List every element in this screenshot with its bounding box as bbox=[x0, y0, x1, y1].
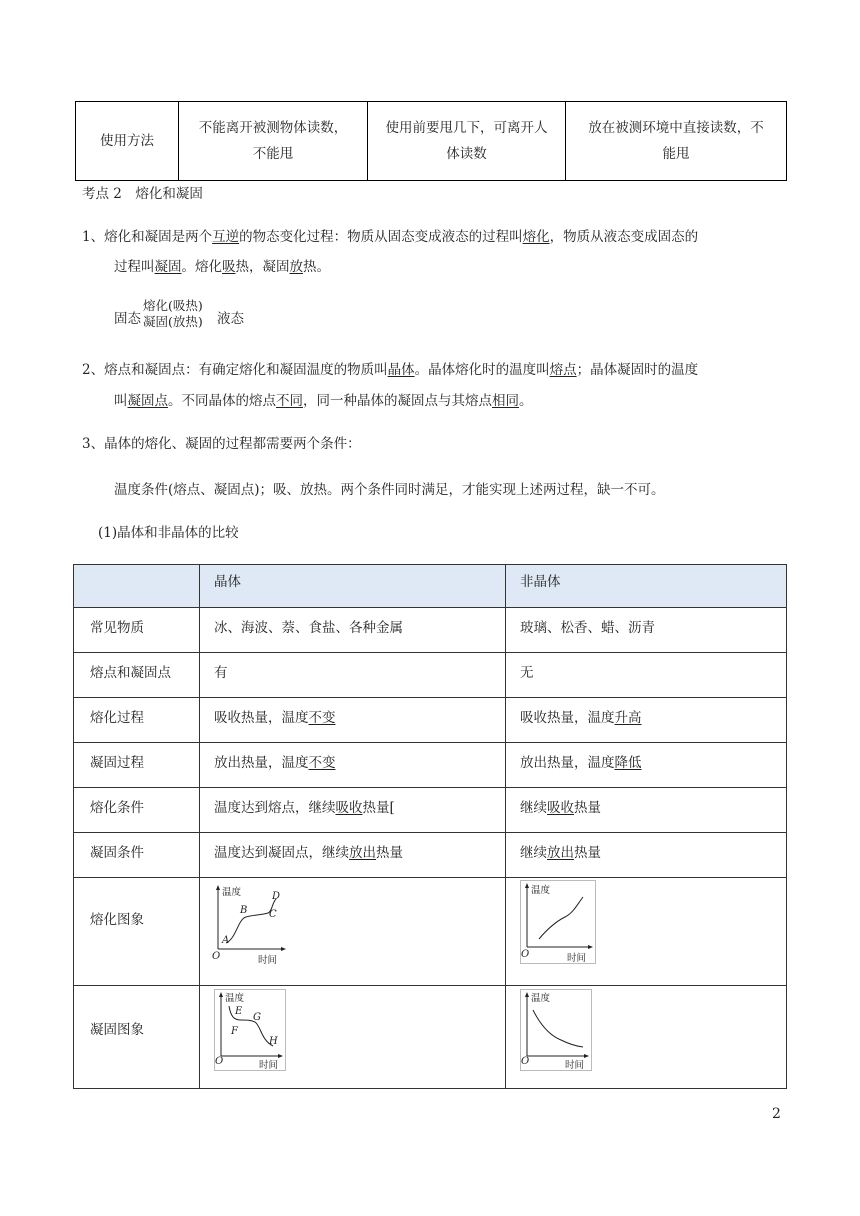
formula-right: 液态 bbox=[217, 311, 244, 327]
point-f-label: F bbox=[231, 1026, 238, 1037]
amorphous-cell: 吸收热量，温度升高 bbox=[506, 698, 787, 743]
amorphous-cell: 继续吸收热量 bbox=[506, 788, 787, 833]
origin-label: O bbox=[215, 1056, 224, 1067]
crystal-cell: 放出热量，温度不变 bbox=[200, 743, 506, 788]
usage-col3: 使用前要甩几下，可离开人 体读数 bbox=[368, 102, 566, 181]
formula-middle bbox=[143, 298, 203, 330]
table-row bbox=[74, 743, 787, 788]
table-row bbox=[74, 698, 787, 743]
paragraph-1-line-1: 1、熔化和凝固是两个互逆的物态变化过程：物质从固态变成液态的过程叫熔化，物质从液态变成固态的 bbox=[82, 229, 699, 245]
point-h-label: H bbox=[269, 1036, 278, 1047]
amorphous-cell: 继续放出热量 bbox=[506, 833, 787, 878]
paragraph-3-detail: 温度条件(熔点、凝固点)；吸、放热。两个条件同时满足，才能实现上述两过程，缺一不可。 bbox=[114, 482, 665, 498]
usage-label: 使用方法 bbox=[76, 102, 179, 181]
origin-label: O bbox=[521, 949, 530, 960]
amorphous-solidifying-graph bbox=[520, 989, 592, 1071]
origin-label: O bbox=[212, 951, 221, 962]
table-row bbox=[74, 878, 787, 986]
row-label: 凝固图象 bbox=[74, 986, 200, 1089]
y-axis-label: 温度 bbox=[531, 885, 551, 896]
crystal-cell: 有 bbox=[200, 653, 506, 698]
comparison-table bbox=[73, 564, 787, 1089]
table-row bbox=[74, 788, 787, 833]
amorphous-cell: 玻璃、松香、蜡、沥青 bbox=[506, 608, 787, 653]
point-g-label: G bbox=[253, 1012, 261, 1023]
crystal-cell: 冰、海波、萘、食盐、各种金属 bbox=[200, 608, 506, 653]
point-e-label: E bbox=[235, 1006, 243, 1017]
row-label: 凝固过程 bbox=[74, 743, 200, 788]
amorphous-cell: 无 bbox=[506, 653, 787, 698]
paragraph-3: 3、晶体的熔化、凝固的过程都需要两个条件： bbox=[82, 436, 361, 452]
crystal-melting-graph bbox=[212, 883, 288, 965]
y-axis-label: 温度 bbox=[222, 887, 242, 898]
point-a-label: A bbox=[222, 935, 230, 946]
table-header-row bbox=[74, 565, 787, 608]
origin-label: O bbox=[521, 1056, 530, 1067]
row-label: 常见物质 bbox=[74, 608, 200, 653]
table-row bbox=[74, 833, 787, 878]
usage-col4: 放在被测环境中直接读数，不 能甩 bbox=[566, 102, 787, 181]
header-empty bbox=[74, 565, 200, 608]
paragraph-2-line-1: 2、熔点和凝固点：有确定熔化和凝固温度的物质叫晶体。晶体熔化时的温度叫熔点；晶体凝固时的温度 bbox=[82, 362, 699, 378]
paragraph-2-line-2: 叫凝固点。不同晶体的熔点不同，同一种晶体的凝固点与其熔点相同。 bbox=[114, 393, 533, 409]
point-d-label: D bbox=[272, 891, 281, 902]
formula-top: 熔化(吸热) bbox=[143, 298, 203, 313]
y-axis-label: 温度 bbox=[531, 993, 551, 1004]
crystal-solidifying-graph bbox=[214, 989, 286, 1071]
row-label: 熔化过程 bbox=[74, 698, 200, 743]
crystal-cell: 温度达到熔点，继续吸收热量[ bbox=[200, 788, 506, 833]
page-number: 2 bbox=[772, 1106, 781, 1122]
amorphous-solidifying-graph-cell bbox=[506, 986, 787, 1089]
point-b-label: B bbox=[240, 905, 248, 916]
row-label: 熔化条件 bbox=[74, 788, 200, 833]
row-label: 熔点和凝固点 bbox=[74, 653, 200, 698]
formula-left: 固态 bbox=[114, 311, 141, 327]
y-axis-label: 温度 bbox=[225, 993, 245, 1004]
x-axis-label: 时间 bbox=[258, 955, 278, 965]
amorphous-melting-graph-cell bbox=[506, 878, 787, 986]
x-axis-label: 时间 bbox=[565, 1060, 585, 1070]
amorphous-melting-graph bbox=[520, 880, 596, 964]
usage-table bbox=[75, 101, 787, 181]
crystal-solidifying-graph-cell bbox=[200, 986, 506, 1089]
sub-heading: (1)晶体和非晶体的比较 bbox=[98, 525, 239, 541]
header-amorphous: 非晶体 bbox=[506, 565, 787, 608]
table-row bbox=[74, 608, 787, 653]
paragraph-1-line-2: 过程叫凝固。熔化吸热，凝固放热。 bbox=[114, 259, 330, 275]
amorphous-cell: 放出热量，温度降低 bbox=[506, 743, 787, 788]
section-title: 考点 2 熔化和凝固 bbox=[82, 186, 203, 202]
usage-col2: 不能离开被测物体读数， 不能甩 bbox=[179, 102, 368, 181]
table-row bbox=[74, 986, 787, 1089]
row-label: 熔化图象 bbox=[74, 878, 200, 986]
point-c-label: C bbox=[269, 909, 277, 920]
x-axis-label: 时间 bbox=[259, 1060, 279, 1070]
row-label: 凝固条件 bbox=[74, 833, 200, 878]
crystal-cell: 吸收热量，温度不变 bbox=[200, 698, 506, 743]
x-axis-label: 时间 bbox=[567, 953, 587, 963]
formula-bottom: 凝固(放热) bbox=[143, 314, 203, 329]
crystal-melting-graph-cell bbox=[200, 878, 506, 986]
table-row bbox=[74, 653, 787, 698]
crystal-cell: 温度达到凝固点，继续放出热量 bbox=[200, 833, 506, 878]
header-crystal: 晶体 bbox=[200, 565, 506, 608]
